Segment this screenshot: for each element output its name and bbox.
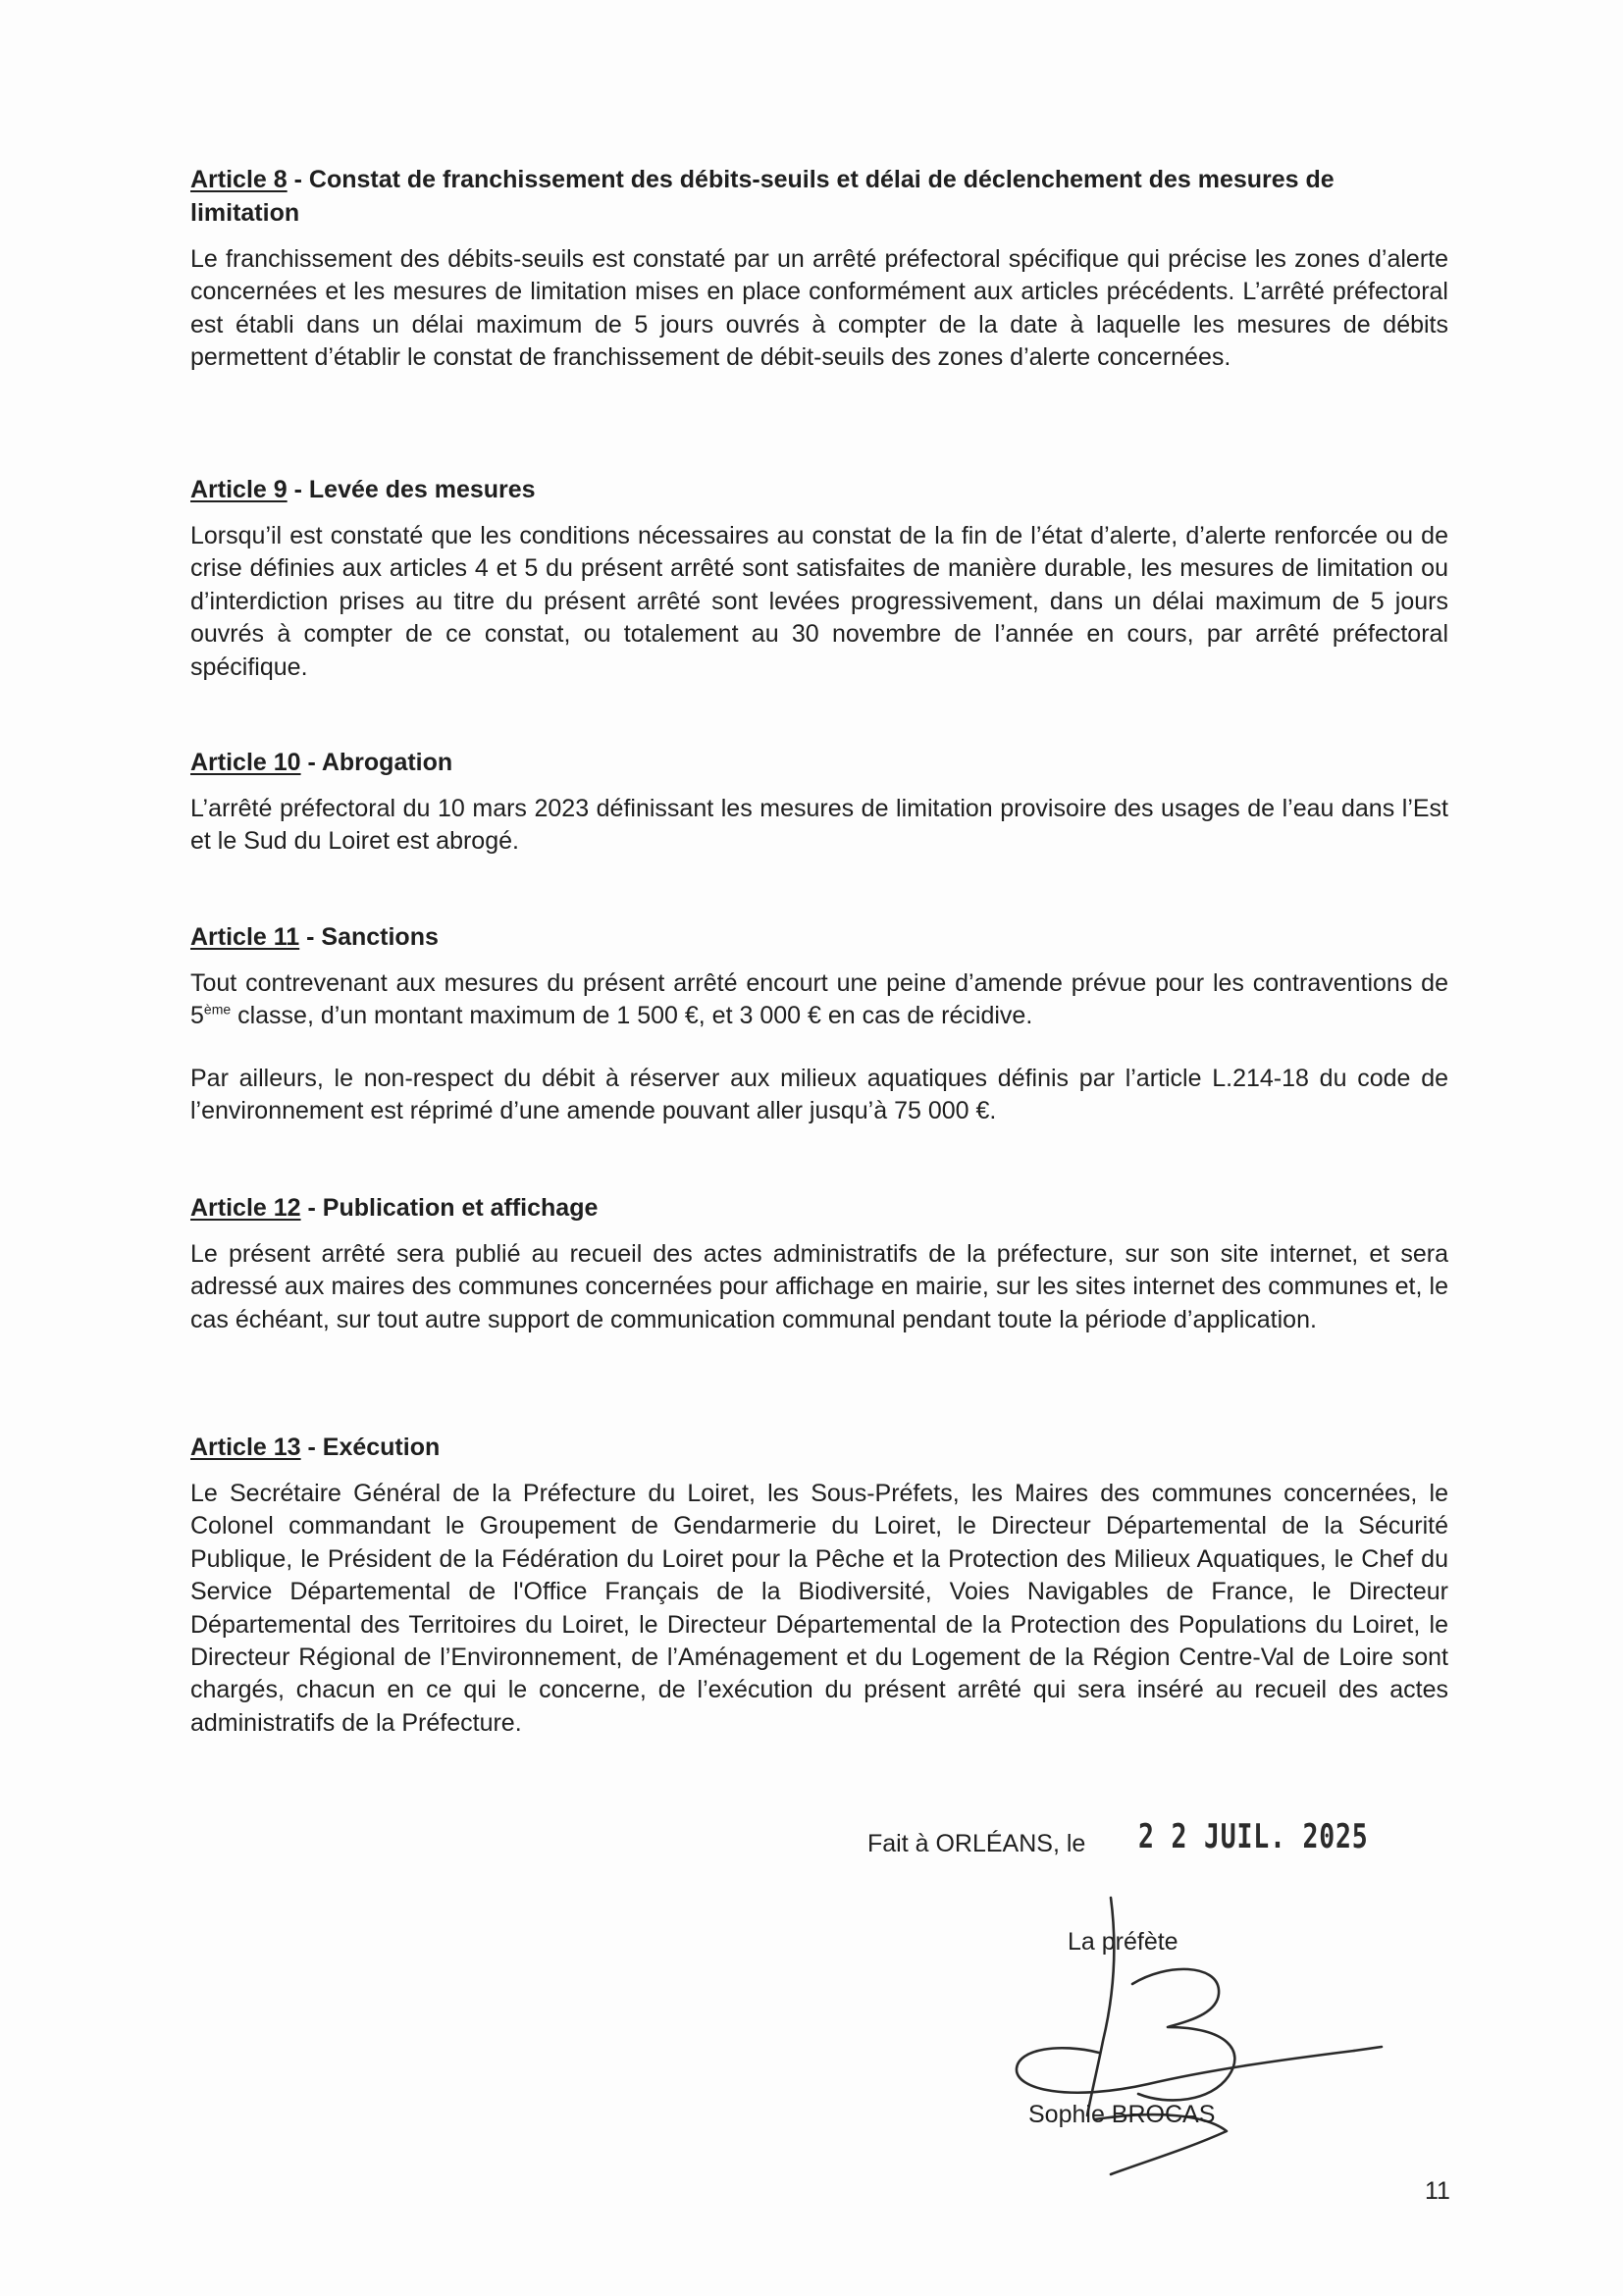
article-number: Article 12 (190, 1194, 301, 1222)
article-number: Article 11 (190, 923, 300, 951)
article-11 (190, 920, 1448, 1128)
article-number: Article 10 (190, 749, 301, 776)
article-paragraph: Le Secrétaire Général de la Préfecture du Loiret, les Sous-Préfets, les Maires des communes concernées, le Colonel commandant le Groupement de Gendarmerie du Loiret, le Directeur Départemental de la Sécurité Publique, le Président de la Fédération du Loiret pour la Pêche et la Protection des Milieux Aquatiques, le Chef du Service Départemental de l'Office Français de la Biodiversité, Voies Navigables de France, le Directeur Départemental des Territoires du Loiret, le Directeur Départemental de la Protection des Populations du Loiret, le Directeur Régional de l’Environnement, de l’Aménagement et du Logement de la Région Centre-Val de Loire sont chargés, chacun en ce qui le concerne, de l’exécution du présent arrêté qui sera inséré au recueil des actes administratifs de la Préfecture. (190, 1480, 1448, 1737)
article-title: - Exécution (300, 1434, 441, 1461)
article-title: - Sanctions (299, 923, 439, 951)
article-9 (190, 473, 1448, 684)
place-line: Fait à ORLÉANS, le (867, 1830, 1086, 1857)
article-8 (190, 163, 1448, 375)
article-heading (190, 473, 1448, 506)
handwritten-signature (1001, 1884, 1413, 2178)
article-number: Article 8 (190, 166, 288, 193)
article-paragraph: Lorsqu’il est constaté que les conditions nécessaires au constat de la fin de l’état d’alerte, d’alerte renforcée ou de crise définies aux articles 4 et 5 du présent arrêté sont satisfaites de manière durable, les mesures de limitation ou d’interdiction prises au titre du présent arrêté sont levées progressivement, dans un délai maximum de 5 jours ouvrés à compter de ce constat, ou totalement au 30 novembre de l’année en cours, par arrêté préfectoral spécifique. (190, 522, 1448, 681)
article-paragraph: Par ailleurs, le non-respect du débit à réserver aux milieux aquatiques définis par l’article L.214-18 du code de l’environnement est réprimé d’une amende pouvant aller jusqu’à 75 000 €. (190, 1064, 1448, 1125)
ordinal-superscript: ème (203, 1002, 232, 1018)
article-12 (190, 1191, 1448, 1336)
article-heading (190, 1191, 1448, 1225)
article-paragraph: Le présent arrêté sera publié au recueil des actes administratifs de la préfecture, sur son site internet, et sera adressé aux maires des communes concernées pour affichage en mairie, sur les sites internet des communes et, le cas échéant, sur tout autre support de communication communal pendant toute la période d’application. (190, 1240, 1448, 1333)
article-title: - Constat de franchissement des débits-seuils et délai de déclenchement des mesures de limitation (190, 166, 1335, 227)
article-paragraph: L’arrêté préfectoral du 10 mars 2023 définissant les mesures de limitation provisoire des usages de l’eau dans l’Est et le Sud du Loiret est abrogé. (190, 795, 1448, 856)
article-heading (190, 1431, 1448, 1464)
article-heading (190, 163, 1448, 230)
article-heading (190, 746, 1448, 779)
article-title: - Abrogation (300, 749, 453, 776)
article-paragraph: Le franchissement des débits-seuils est constaté par un arrêté préfectoral spécifique qui précise les zones d’alerte concernées et les mesures de limitation mises en place conformément aux articles précédents. L’arrêté préfectoral est établi dans un délai maximum de 5 jours ouvrés à compter de la date à laquelle les mesures de débits permettent d’établir le constat de franchissement de débit-seuils des zones d’alerte concernées. (190, 245, 1448, 372)
article-10 (190, 746, 1448, 859)
article-title: - Publication et affichage (300, 1194, 599, 1222)
article-heading (190, 920, 1448, 954)
paragraph-text: classe, d’un montant maximum de 1 500 €, et 3 000 € en cas de récidive. (231, 1002, 1033, 1030)
article-paragraph (190, 967, 1448, 1033)
signer-role: La préfète (1068, 1928, 1178, 1956)
article-number: Article 9 (190, 476, 288, 503)
article-title: - Levée des mesures (287, 476, 536, 503)
paragraph-text: Tout contrevenant aux mesures du présent arrêté encourt une peine d’amende prévue pour les contraventions de 5 (190, 969, 1448, 1030)
signer-name: Sophie BROCAS (1028, 2101, 1216, 2128)
article-13 (190, 1431, 1448, 1740)
date-stamp: 2 2 JUIL. 2025 (1138, 1817, 1369, 1856)
page-number: 11 (1425, 2177, 1450, 2205)
article-number: Article 13 (190, 1434, 301, 1461)
